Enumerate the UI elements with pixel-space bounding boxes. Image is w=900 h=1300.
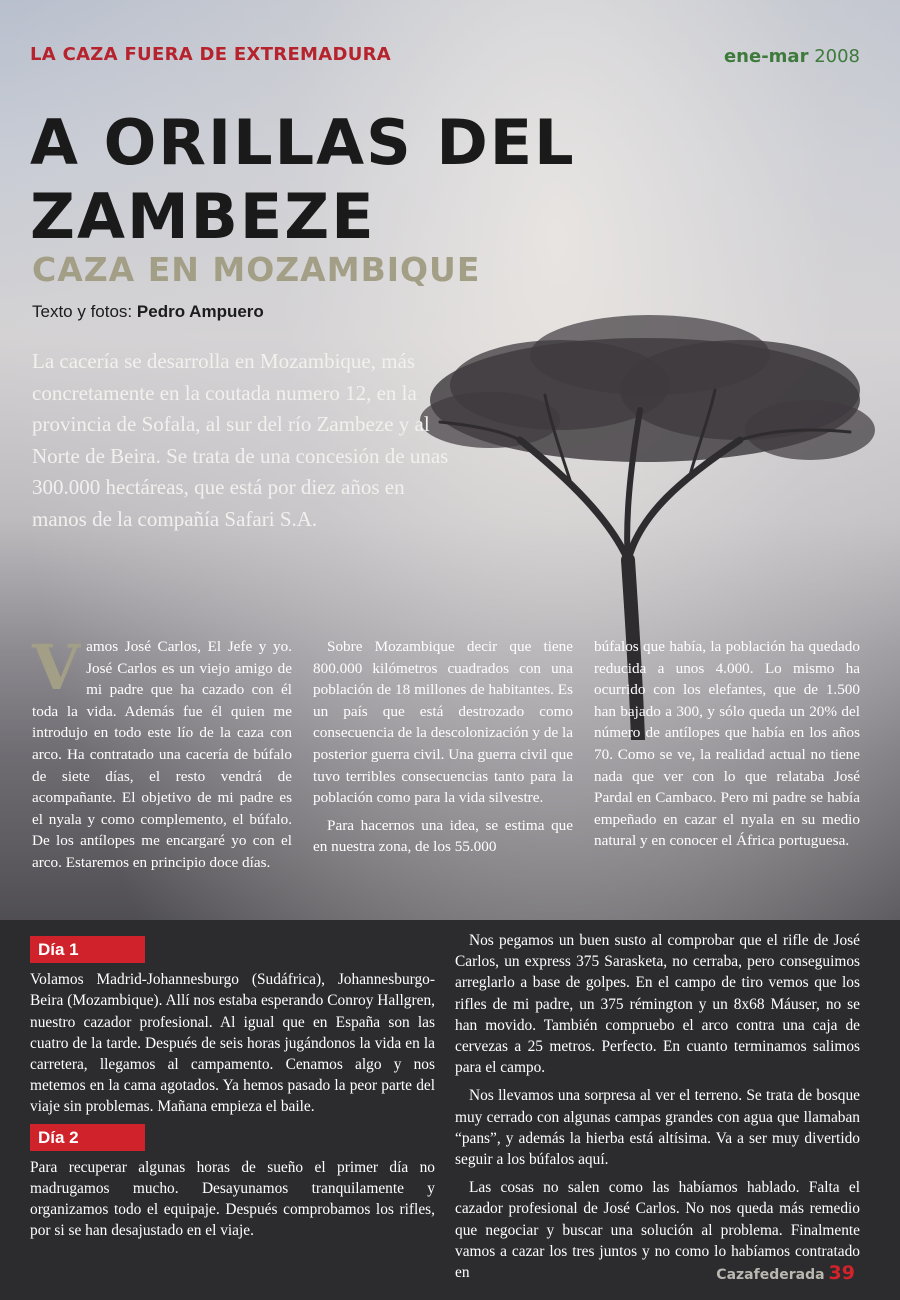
issue-date	[724, 46, 860, 67]
issue-months: ene-mar	[723, 46, 809, 67]
day-2-text: Para recuperar algunas horas de sueño el primer día no madrugamos mucho. Desayunamos tranquilamente y organizamos todo el equipaje. Después comprobamos los rifles, por si se han desajustado en el viaje.	[30, 1158, 435, 1240]
title-line-1: A ORILLAS DEL	[30, 106, 576, 179]
day-1-label: Día 1	[30, 936, 145, 963]
col3-paragraph: búfalos que había, la población ha quedado reducida a unos 4.000. Lo mismo ha ocurrido con los elefantes, que de 1.500 han bajado a 300, y sólo queda un 20% del número de antílopes que había en los años 70. Como se ve, la realidad actual no tiene nada que ver con lo que relataba José Pardal en Cambaco. Pero mi padre se había empeñado en cazar el nyala en su medio natural y en conocer el África portuguesa.	[594, 638, 860, 850]
right-paragraph-3: Las cosas no salen como las habíamos hablado. Falta el cazador profesional de José Carlos. No nos queda más remedio que negociar y buscar una solución al problema. Finalmente vamos a cazar los tres juntos y no como lo habíamos contratado en	[455, 1179, 860, 1282]
section-kicker: LA CAZA FUERA DE EXTREMADURA	[30, 44, 392, 65]
day-1-text: Volamos Madrid-Johannesburgo (Sudáfrica), Johannesburgo-Beira (Mozambique). Allí nos estaba esperando Conroy Hallgren, nuestro cazador profesional. Al igual que en España son las cuatro de la tarde. Después de seis horas jugándonos la vida en la carretera, llegamos al campamento. Cenamos algo y nos metemos en la cama agotados. Ya hemos pasado la peor parte del viaje sin problemas. Mañana empieza el baile.	[30, 971, 435, 1116]
page-footer	[716, 1262, 855, 1284]
lower-column-right	[455, 930, 860, 1283]
magazine-name: Cazafederada	[716, 1267, 825, 1283]
page-number: 39	[828, 1262, 855, 1284]
day-2-label: Día 2	[30, 1124, 145, 1151]
right-paragraph-1: Nos pegamos un buen susto al comprobar que el rifle de José Carlos, un express 375 Sarasketa, no cerraba, pero conseguimos arreglarlo a base de golpes. En el campo de tiro vemos que los rifles de mi padre, un 375 rémington y un 8x68 Máuser, no se han movido. También compruebo el arco contra una caja de cervezas a 25 metros. Perfecto. En cuanto terminamos salimos para el campo.	[455, 932, 860, 1077]
byline-label: Texto y fotos:	[32, 302, 133, 321]
byline	[32, 302, 264, 322]
issue-year: 2008	[814, 46, 860, 67]
article-subtitle: CAZA EN MOZAMBIQUE	[32, 250, 481, 289]
drop-cap: V	[32, 631, 81, 704]
lead-paragraph: La cacería se desarrolla en Mozambique, más concretamente en la coutada numero 12, en la provincia de Sofala, al sur del río Zambeze y al Norte de Beira. Se trata de una concesión de unas 300.000 hectáreas, que está por diez años en manos de la compañía Safari S.A.	[32, 349, 449, 531]
title-line-2: ZAMBEZE	[30, 180, 376, 253]
article-title	[30, 106, 576, 254]
right-paragraph-2: Nos llevamos una sorpresa al ver el terreno. Se trata de bosque muy cerrado con algunas campas grandes con agua que llamaban “pans”, y además la hierba está altísima. Va a ser muy divertido seguir a los búfalos aquí.	[455, 1087, 860, 1169]
column-3	[594, 636, 860, 852]
byline-author: Pedro Ampuero	[136, 302, 264, 321]
col1-paragraph: amos José Carlos, El Jefe y yo. José Carlos es un viejo amigo de mi padre que ha cazado con él toda la vida. Además fue él quien me introdujo en todo este lío de la caza con arco. Ha contratado una cacería de búfalo de siete días, el resto vendrá de acompañante. El objetivo de mi padre es el nyala y como complemento, el búfalo. De los antílopes me encargaré yo con el arco. Estaremos en principio doce días.	[32, 638, 292, 871]
column-1	[32, 631, 292, 874]
lower-column-left	[30, 930, 435, 1242]
col2-paragraph-1: Sobre Mozambique decir que tiene 800.000 kilómetros cuadrados con una población de 18 millones de habitantes. Es un país que está destrozado como consecuencia de la descolonización y de la posterior guerra civil. Una guerra civil que tuvo terribles consecuencias tanto para la población como para la vida silvestre.	[313, 638, 573, 807]
column-2	[313, 636, 573, 858]
col2-paragraph-2: Para hacernos una idea, se estima que en nuestra zona, de los 55.000	[313, 816, 573, 856]
